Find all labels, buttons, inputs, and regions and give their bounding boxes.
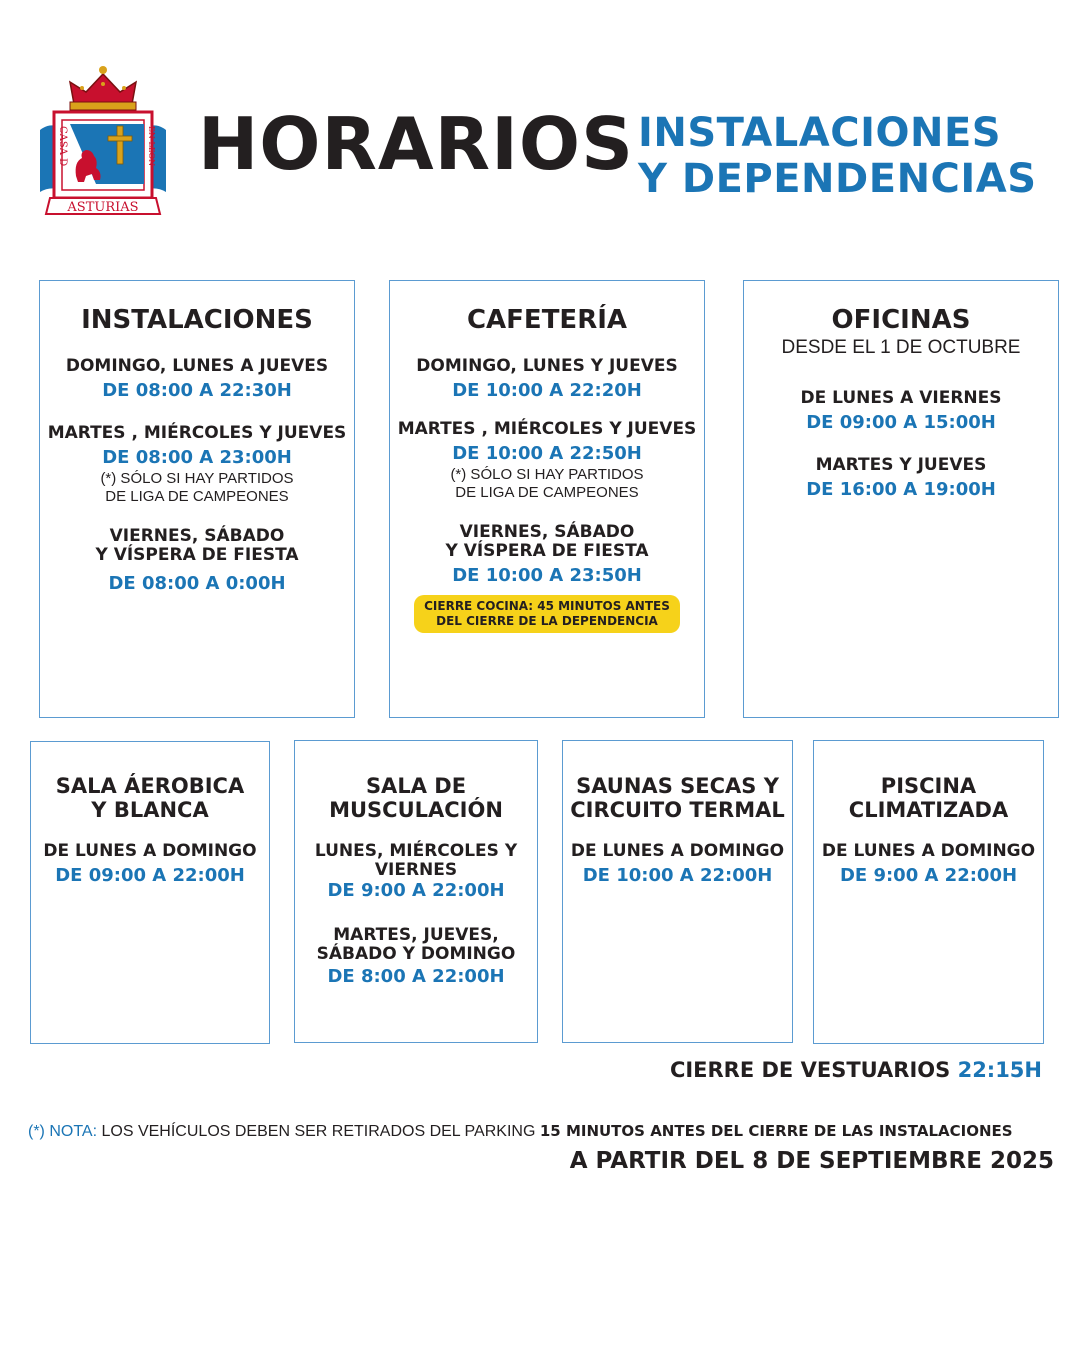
card-title-line-1: SALA DE [365,774,467,798]
card-title [563,774,792,822]
crest-bottom-text: ASTURIAS [67,200,139,215]
schedule-days: MARTES, JUEVES, [333,925,499,945]
schedule-days: VIERNES [374,860,458,880]
piscina-card [813,740,1044,1044]
schedule-time: DE 8:00 A 22:00H [327,966,505,987]
card-title [814,774,1043,822]
schedule-days: DOMINGO, LUNES A JUEVES [65,356,329,376]
card-title: CAFETERÍA [466,305,628,335]
effective-date: A PARTIR DEL 8 DE SEPTIEMBRE 2025 [569,1148,1054,1174]
locker-room-closing [670,1058,1042,1082]
page-subtitle-line-2: Y DEPENDENCIAS [638,156,1037,202]
card-title-line-1: SAUNAS SECAS Y [576,774,779,798]
oficinas-card [743,280,1059,718]
card-title-line-2: MUSCULACIÓN [329,798,503,822]
schedule-days: VIERNES, SÁBADO [109,526,285,546]
schedule-time: DE 09:00 A 22:00H [55,865,245,886]
page-subtitle-line-1: INSTALACIONES [638,110,1002,156]
card-title: OFICINAS [831,305,971,335]
note-label: NOTA: [49,1123,98,1140]
locker-room-label: CIERRE DE VESTUARIOS [669,1058,951,1082]
instalaciones-card [39,280,355,718]
card-title-line-2: Y BLANCA [91,798,209,822]
schedule-time: DE 10:00 A 22:50H [452,443,642,464]
page-subtitle [638,110,1037,202]
schedule-days: DE LUNES A DOMINGO [821,841,1036,861]
schedule-time: DE 10:00 A 23:50H [452,565,642,586]
schedule-days: VIERNES, SÁBADO [459,522,635,542]
sala-aerobica-card [30,741,270,1044]
schedule-time: DE 9:00 A 22:00H [839,865,1018,886]
schedule-time: DE 08:00 A 0:00H [108,573,286,594]
schedule-days: MARTES Y JUEVES [815,455,987,475]
schedule-time: DE 10:00 A 22:20H [452,380,642,401]
crest-right-text: EN LEON [147,126,156,167]
card-title [295,774,537,822]
schedule-time: DE 08:00 A 23:00H [102,447,292,468]
schedule-days: DE LUNES A VIERNES [800,388,1002,408]
schedule-time: DE 10:00 A 22:00H [582,865,773,886]
schedule-time: DE 09:00 A 15:00H [806,412,996,433]
crown-icon [70,66,136,110]
locker-room-time: 22:15H [957,1058,1042,1082]
schedule-days: MARTES , MIÉRCOLES Y JUEVES [47,423,347,443]
sala-musculacion-card [294,740,538,1043]
schedule-days: MARTES , MIÉRCOLES Y JUEVES [397,419,697,439]
crest-left-text: CASA D [57,126,68,167]
schedule-days: Y VÍSPERA DE FIESTA [445,541,649,561]
card-title-line-1: SALA ÁEROBICA [55,774,245,798]
parking-note [28,1122,1013,1141]
schedule-note: (*) SÓLO SI HAY PARTIDOS [100,470,294,487]
schedule-note: DE LIGA DE CAMPEONES [455,484,639,501]
card-title: INSTALACIONES [81,305,313,335]
note-text: LOS VEHÍCULOS DEBEN SER RETIRADOS DEL PARKING [101,1123,536,1140]
schedule-time: DE 08:00 A 22:30H [102,380,292,401]
note-bold-text: 15 MINUTOS ANTES DEL CIERRE DE LAS INSTALACIONES [539,1122,1013,1140]
schedule-days: LUNES, MIÉRCOLES Y [314,841,518,861]
card-title-line-2: CLIMATIZADA [848,798,1009,822]
saunas-card [562,740,793,1043]
schedule-note: (*) SÓLO SI HAY PARTIDOS [450,466,644,483]
schedule-days: DE LUNES A DOMINGO [43,841,257,861]
schedule-days: Y VÍSPERA DE FIESTA [95,545,299,565]
card-subtitle: DESDE EL 1 DE OCTUBRE [781,337,1021,358]
card-title-line-2: CIRCUITO TERMAL [570,798,785,822]
schedule-time: DE 9:00 A 22:00H [327,880,505,901]
kitchen-closing-badge [414,595,680,633]
schedule-days: DE LUNES A DOMINGO [570,841,785,861]
schedule-time: DE 16:00 A 19:00H [806,479,996,500]
schedule-days: DOMINGO, LUNES Y JUEVES [416,356,678,376]
page-title: HORARIOS [198,102,634,186]
kitchen-closing-line-1: CIERRE COCINA: 45 MINUTOS ANTES [424,599,670,613]
schedule-note: DE LIGA DE CAMPEONES [105,488,289,505]
card-title-line-1: PISCINA [880,774,977,798]
schedule-days: SÁBADO Y DOMINGO [316,944,516,964]
note-asterisk: (*) [28,1123,45,1140]
kitchen-closing-line-2: DEL CIERRE DE LA DEPENDENCIA [436,614,658,628]
cafeteria-card [389,280,705,718]
casa-asturias-crest-logo [36,64,170,220]
card-title [31,774,269,822]
